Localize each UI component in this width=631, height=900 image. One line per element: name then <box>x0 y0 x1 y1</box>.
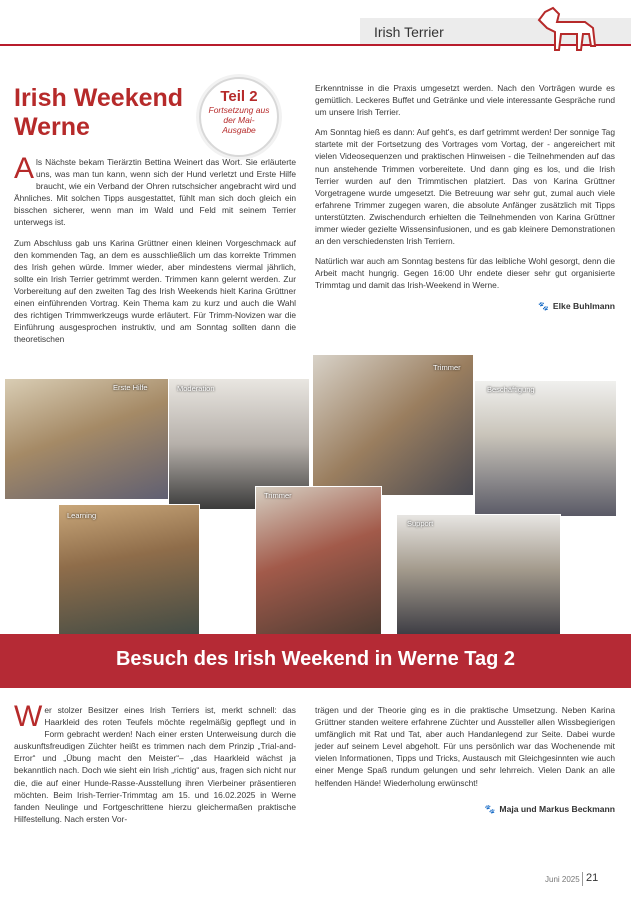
article2-col1-text: er stolzer Besitzer eines Irish Terriers ist, merkt schnell: das Haarkleid des roten Teufels möchte regelmäßig gepflegt und in Form gebracht werden! Nach einer ersten Unterweisung durch die auskunftsfreudigen Züchter heißt es trimmen nach dem Prinzip „Trial-and-Error“ und „Übung macht den Meister“– „das Haarkleid wächst ja bekanntlich nach. Doch wie sieht ein Irish „richtig“ aus, fragen sich nicht nur die, die auf einer Hunde-Rasse-Ausstellung ihren Vierbeiner präsentieren möchten. Beim Irish-Terrier-Trimmtag am 15. und 16.02.2025 in Werne fanden Neulinge und Fortgeschrittene hierzu gleichermaßen praktische Hilfestellung. Nach ersten Vor- <box>14 705 296 824</box>
photo-trimmer-1 <box>312 354 474 496</box>
photo-trimmer-2 <box>255 486 382 638</box>
article-column-1 <box>14 152 296 353</box>
paw-icon-2: 🐾 <box>484 803 496 814</box>
photo-support <box>396 514 561 638</box>
article2-column-1 <box>14 700 296 833</box>
continuation-badge <box>199 77 279 157</box>
issue-label: Juni 2025 <box>545 875 580 884</box>
photo-label-moderation: Moderation <box>177 384 215 393</box>
terrier-logo-icon <box>525 2 605 54</box>
col2-paragraph-2: Am Sonntag hieß es dann: Auf geht's, es darf getrimmt werden! Der sonnige Tag startete mit der Fortsetzung des Vortrages vom Vortag, der - angereichert mit vielen Videosequenzen und praktischen Hinweisen - die Teilnehmenden auf das nun anstehende Trimmen vorbereitete. Und dann ging es los, und die Irish Terrier wurden auf den Trimmtischen platziert. Das von Karina Grüttner Vorgetragene wurde umgesetzt. Die Betreuung war sehr gut, zumal auch viele erfahrene Trimmer zugegen waren, die absolute Anfänger zusätzlich mit Tipps unterstützten. Zwischendurch erhielten die Teilnehmenden von Karina Grüttner immer wieder gezielte Wissensinfusionen, und es gab kleinere Demonstrationen an den verschiedensten Irish Terriern. <box>315 127 615 247</box>
drop-cap: A <box>14 152 35 185</box>
article2-column-2 <box>315 704 615 815</box>
photo-label-support: Support <box>407 519 434 528</box>
banner-title: Besuch des Irish Weekend in Werne Tag 2 <box>115 648 515 670</box>
author-line-1 <box>315 300 615 312</box>
article-column-2 <box>315 82 615 312</box>
photo-label-beschaeftigung: Beschäftigung <box>487 385 535 394</box>
article2-col2-text: trägen und der Theorie ging es in die praktische Umsetzung. Neben Karina Grüttner standen weitere erfahrene Züchter und Aussteller allen Wissbegierigen umfänglich mit Rat und Tat, aber auch Handanlegend zur Seite. Dabei wurde jeder auf seinem Level abgeholt. Für uns persönlich war das Wochenende mit vielen Informationen, Tipps und Tricks, Austausch mit Gleichgesinnten wie auch einer Menge Spaß rundum gelungen und sehr lehrreich. Vielen Dank an alle helfenden Hände! Wiederholung erwünscht! <box>315 705 615 788</box>
photo-label-trimmer-1: Trimmer <box>433 363 461 372</box>
article-title: Irish Weekend Werne <box>14 84 184 141</box>
paw-icon: 🐾 <box>538 300 549 311</box>
photo-label-trimmer-2: Trimmer <box>264 491 292 500</box>
page-number: 21 <box>586 872 599 884</box>
col1-paragraph-2: Zum Abschluss gab uns Karina Grüttner einen kleinen Vorgeschmack auf den kommenden Tag, an dem es ausschließlich um das korrekte Trimmen des Irish gehen würde. Immer wieder, aber mindestens viermal jährlich, sollte ein Irish Terrier getrimmt werden. Trimmen kann gelernt werden. Zur Vorbereitung auf den zweiten Tag des Irish Weekends hielt Karina Grüttner einen einführenden Vortrag. Kein Thema kam zu kurz und auch die Wahl des richtigen Trimmwerkzeugs wurde erläutert. Für Trimm-Novizen war die Einführung ausgesprochen instruktiv, und am Sonntag sollten dann die theoretischen <box>14 237 296 345</box>
drop-cap-2: W <box>14 700 43 733</box>
photo-learning <box>58 504 200 640</box>
author-name-2: Maja und Markus Beckmann <box>499 803 615 814</box>
photo-erste-hilfe <box>4 378 172 500</box>
page-separator <box>582 872 583 886</box>
col2-paragraph-1: Erkenntnisse in die Praxis umgesetzt werden. Nach den Vorträgen wurde es gemütlich. Leckeres Buffet und Getränke und viele interessante Gespräche rund um unsere Irish Terrier. <box>315 83 615 118</box>
photo-label-erste-hilfe: Erste Hilfe <box>113 383 148 392</box>
author-line-2 <box>315 803 615 815</box>
section-label: Irish Terrier <box>374 24 444 40</box>
badge-main: Teil 2 <box>220 88 258 105</box>
col2-paragraph-3: Natürlich war auch am Sonntag bestens für das leibliche Wohl gesorgt, denn die Arbeit macht hungrig. Gegen 16:00 Uhr endete dieser sehr gut organisierte Trimmtag und damit das Irish-Weekend in Werne. <box>315 256 615 291</box>
col1-paragraph-1: ls Nächste bekam Tierärztin Bettina Weinert das Wort. Sie erläuterte uns, was man tun kann, wenn sich der Hund verletzt und Erste Hilfe braucht, wie ein Verband der Ohren rutschsicher angebracht wird und Ähnliches. Mit solchen Tipps ausgestattet, fühlt man sich doch gleich ein bisschen sicherer, wenn man im Wald und Feld mit seinem Terrier unterwegs ist. <box>14 157 296 228</box>
photo-beschaeftigung <box>474 380 617 517</box>
badge-sub: Fortsetzung aus der Mai-Ausgabe <box>208 105 270 135</box>
photo-label-learning: Learning <box>67 511 97 520</box>
author-name: Elke Buhlmann <box>552 300 615 311</box>
